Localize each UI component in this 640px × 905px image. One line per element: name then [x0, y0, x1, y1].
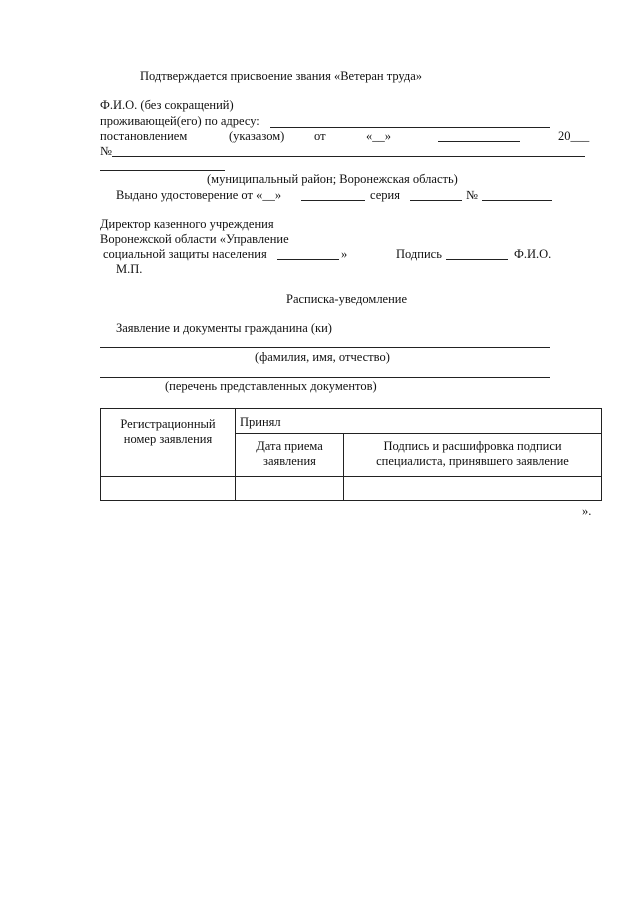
certificate-number-sign: № [466, 188, 478, 202]
fio-label: Ф.И.О. (без сокращений) [100, 98, 234, 112]
decree-year: 20___ [558, 129, 590, 143]
certificate-series-field[interactable] [410, 200, 462, 201]
director-quote-close: » [341, 247, 348, 261]
accepted-header: Принял [236, 409, 602, 434]
director-line-1: Директор казенного учреждения [100, 217, 274, 231]
closing-mark: ». [582, 504, 592, 518]
name-caption: (фамилия, имя, отчество) [255, 350, 390, 364]
address-label: проживающей(его) по адресу: [100, 114, 260, 128]
receipt-table [100, 408, 602, 501]
documents-list-field[interactable] [100, 377, 550, 378]
application-text: Заявление и документы гражданина (ки) [116, 321, 332, 335]
signature-header: Подпись и расшифровка подписи специалиста, принявшего заявление [344, 434, 602, 477]
director-line-3: социальной защиты населения [103, 247, 267, 261]
decree-month-field[interactable] [438, 141, 520, 142]
docs-caption: (перечень представленных документов) [165, 379, 377, 393]
decree-number-sign: № [100, 144, 112, 158]
director-line-2: Воронежской области «Управление [100, 232, 289, 246]
date-cell[interactable] [236, 477, 344, 501]
certificate-issued-text: Выдано удостоверение от «__» [116, 188, 282, 202]
date-header: Дата приема заявления [236, 434, 344, 477]
decree-word: (указазом) [229, 129, 285, 143]
signature-label: Подпись [396, 247, 442, 261]
table-row [101, 477, 602, 501]
decree-from: от [314, 129, 326, 143]
stamp-label: М.П. [116, 262, 143, 276]
decree-date-quote: «__» [366, 129, 391, 143]
director-name-field[interactable] [277, 259, 339, 260]
address-field[interactable] [270, 127, 550, 128]
document-title: Подтверждается присвоение звания «Ветеран труда» [140, 69, 423, 83]
reg-number-cell[interactable] [101, 477, 236, 501]
signature-field[interactable] [446, 259, 508, 260]
receipt-title: Расписка-уведомление [286, 292, 408, 306]
district-field[interactable] [100, 170, 225, 171]
reg-number-header: Регистрационный номер заявления [101, 409, 236, 477]
certificate-number-field[interactable] [482, 200, 552, 201]
certificate-series-label: серия [370, 188, 400, 202]
decree-number-field[interactable] [112, 156, 585, 157]
applicant-name-field[interactable] [100, 347, 550, 348]
signature-cell[interactable] [344, 477, 602, 501]
district-caption: (муниципальный район; Воронежская область) [207, 172, 458, 186]
director-fio-label: Ф.И.О. [514, 247, 552, 261]
decree-label: постановлением [100, 129, 188, 143]
certificate-date-field[interactable] [301, 200, 365, 201]
